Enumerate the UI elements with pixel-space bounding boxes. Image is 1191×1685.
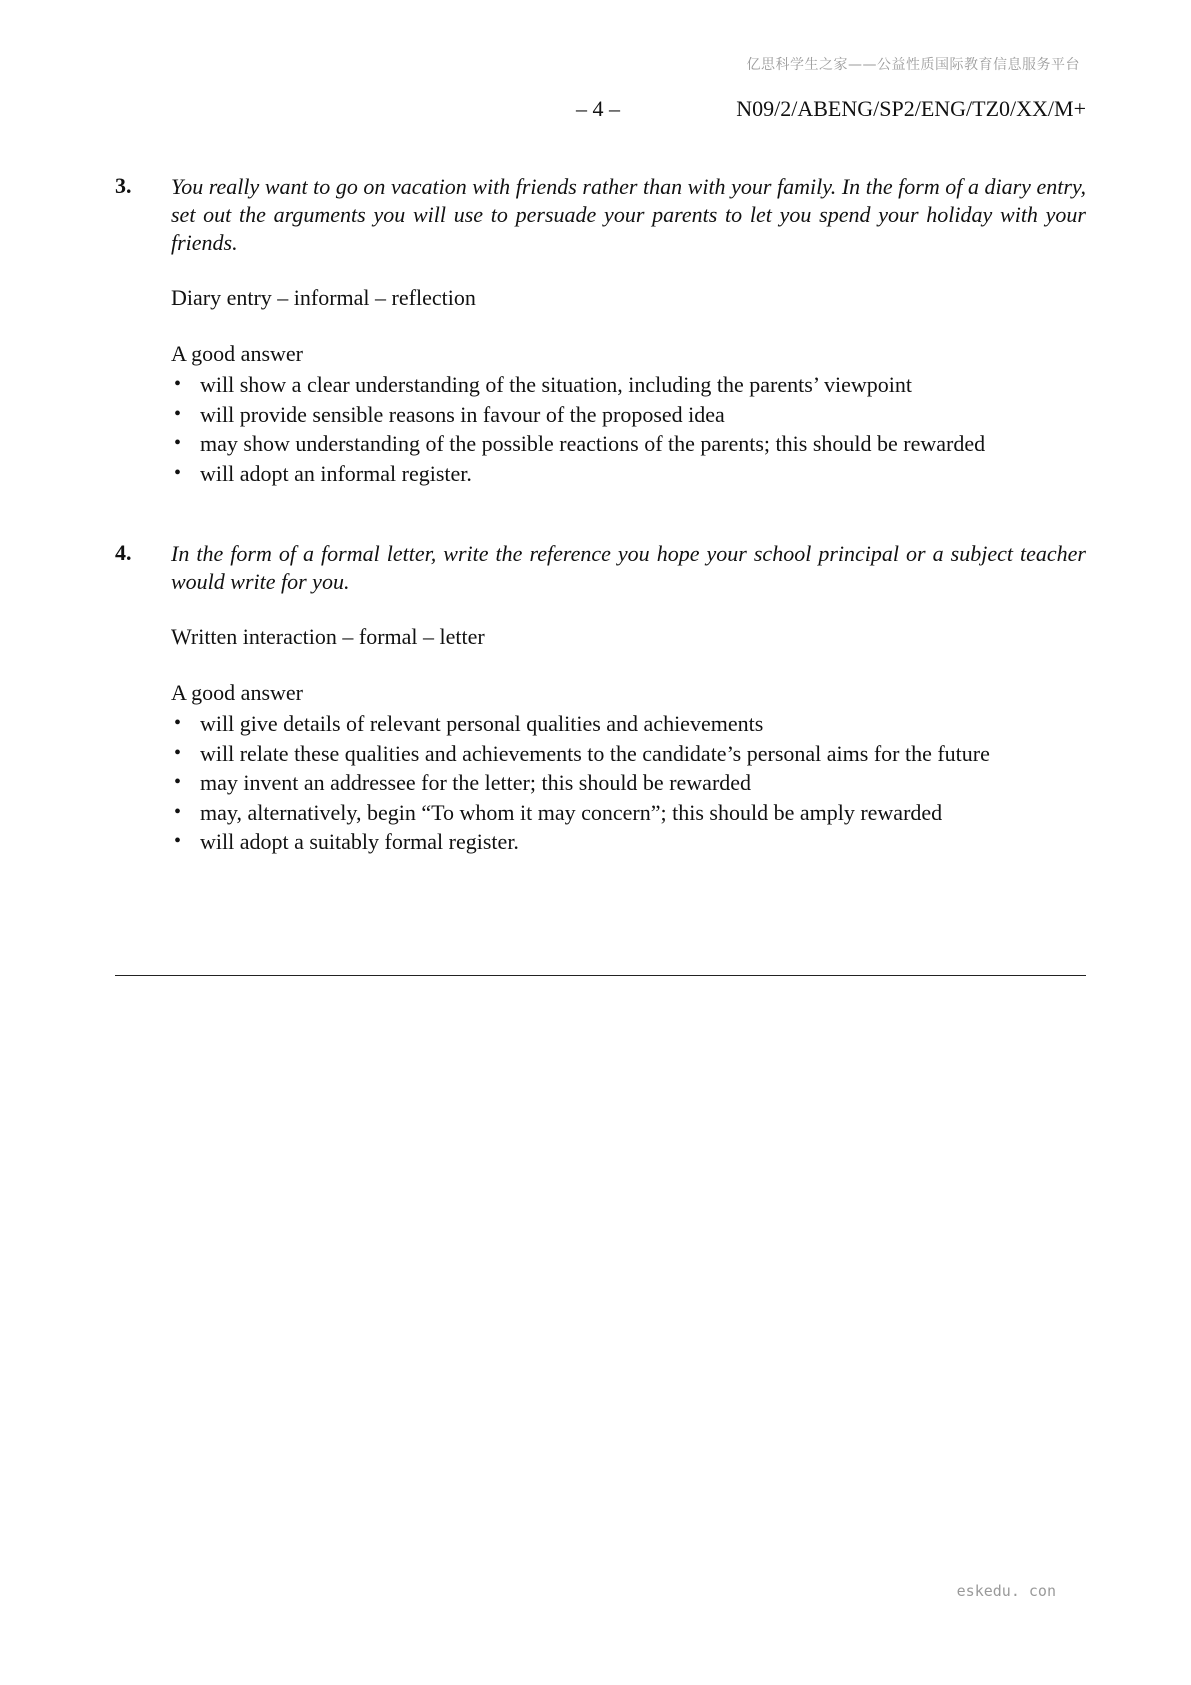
question-number: 4. [115, 540, 132, 565]
question-4 [115, 540, 1086, 857]
answer-intro: A good answer [171, 341, 303, 366]
question-3 [115, 173, 1086, 488]
question-body [171, 173, 1086, 488]
paper-code: N09/2/ABENG/SP2/ENG/TZ0/XX/M+ [736, 96, 1086, 121]
criteria-item: • will relate these qualities and achievements to the candidate’s personal aims for the future [171, 739, 1086, 769]
question-number: 3. [115, 173, 132, 198]
criteria-item: • will give details of relevant personal qualities and achievements [171, 709, 1086, 739]
text-type: Diary entry – informal – reflection [171, 285, 476, 310]
footer-watermark: eskedu. con [956, 1582, 1056, 1600]
question-body [171, 540, 1086, 857]
criteria-item: • will adopt an informal register. [171, 459, 1086, 489]
criteria-item: • may show understanding of the possible reactions of the parents; this should be rewarded [171, 429, 1086, 459]
criteria-item: • will adopt a suitably formal register. [171, 827, 1086, 857]
criteria-item: • will provide sensible reasons in favour of the proposed idea [171, 400, 1086, 430]
page-number: – 4 – [576, 96, 620, 121]
criteria-list [171, 709, 1086, 857]
question-prompt: In the form of a formal letter, write the reference you hope your school principal or a subject teacher would write for you. [171, 541, 1086, 594]
question-prompt: You really want to go on vacation with friends rather than with your family. In the form of a diary entry, set out the arguments you will use to persuade your parents to let you spend your holiday with your friends. [171, 174, 1086, 255]
header-watermark: 亿思科学生之家——公益性质国际教育信息服务平台 [746, 57, 1080, 73]
answer-intro: A good answer [171, 680, 303, 705]
end-rule [115, 975, 1086, 976]
criteria-item: • will show a clear understanding of the situation, including the parents’ viewpoint [171, 370, 1086, 400]
criteria-item: • may, alternatively, begin “To whom it may concern”; this should be amply rewarded [171, 798, 1086, 828]
criteria-list [171, 370, 1086, 488]
text-type: Written interaction – formal – letter [171, 624, 485, 649]
criteria-item: • may invent an addressee for the letter; this should be rewarded [171, 768, 1086, 798]
